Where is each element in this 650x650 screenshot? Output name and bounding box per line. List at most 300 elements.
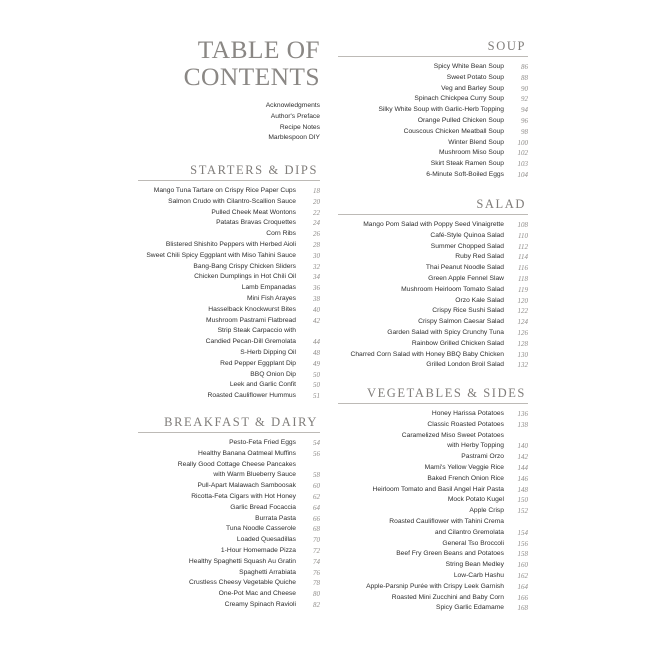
entry-title [250,370,296,381]
entry-title [230,380,296,391]
entry-title [434,62,504,73]
entry-title-line: Lamb Empanadas [241,284,296,292]
entry-title [455,252,504,263]
toc-entry[interactable] [138,503,320,514]
entry-page-number: 96 [521,116,528,125]
entry-page-number: 103 [517,160,528,169]
entry-title-line: Leek and Garlic Confit [229,381,296,389]
toc-entry[interactable] [338,431,528,453]
front-matter-item[interactable] [138,112,320,123]
entry-page-number: 110 [518,231,528,240]
entry-title [229,438,296,449]
toc-entry[interactable] [138,294,320,305]
entry-title-line: Silky White Soup with Garlic-Herb Topping [378,106,504,114]
toc-entry[interactable] [138,568,320,579]
entry-title-line: Honey Harissa Potatoes [431,410,504,417]
front-matter-item[interactable] [138,101,320,112]
section-heading: STARTERS & DIPS [190,163,318,177]
entry-title [426,170,504,181]
entry-title-line: Caramelized Miso Sweet Potatoes [401,431,504,439]
entry-title-line: Crispy Rice Sushi Salad [432,307,504,315]
entry-title-line: Pull-Apart Malawach Samboosak [197,482,296,490]
toc-entry[interactable] [338,285,528,296]
entry-page-number: 28 [313,240,320,249]
entry-title-line: Spaghetti Arrabiata [239,568,296,576]
toc-entry[interactable] [338,339,528,350]
toc-entry[interactable] [138,197,320,208]
entry-title-line: Apple Crisp [469,507,504,515]
toc-entry[interactable] [338,274,528,285]
entry-page-number: 50 [313,381,320,390]
toc-entry[interactable] [138,481,320,492]
entry-page-number: 74 [313,557,320,566]
section-breakfast-dairy [138,414,320,611]
entry-title [178,460,296,482]
entry-title-line: Mango Tuna Tartare on Crispy Rice Paper Cups [153,187,296,194]
toc-entry[interactable] [138,391,320,402]
toc-entry[interactable] [338,252,528,263]
entry-title-line: S-Herb Dipping Oil [240,348,296,356]
title-line: TABLE OF [197,35,320,64]
entry-title [154,186,296,197]
entry-title-line: Corn Ribs [266,230,296,238]
toc-entry[interactable] [338,549,528,560]
entry-page-number: 70 [313,536,320,545]
entry-title-line: 6-Minute Soft-Boiled Eggs [426,170,504,178]
toc-entry[interactable] [338,296,528,307]
entry-title-line: Sweet Chili Spicy Eggplant with Miso Tahini Sauce [146,251,296,259]
toc-entry[interactable] [138,557,320,568]
entry-title [197,481,296,492]
entry-page-number: 140 [517,442,528,451]
toc-entry[interactable] [338,506,528,517]
entry-title [211,208,296,219]
toc-entry[interactable] [338,603,528,614]
section-heading: VEGETABLES & SIDES [366,386,526,400]
entry-title-line: Winter Blend Soup [448,138,504,146]
entry-page-number: 168 [517,604,528,613]
entry-title-line: Mushroom Miso Soup [438,149,504,157]
entry-title-line: Garden Salad with Spicy Crunchy Tuna [387,328,504,336]
entry-title [240,348,296,359]
toc-entry[interactable] [138,578,320,589]
toc-entry[interactable] [338,328,528,339]
entry-title [168,197,296,208]
entry-page-number: 128 [517,339,528,348]
entry-title [198,449,296,460]
front-matter-item[interactable] [138,133,320,144]
entry-title-line: Summer Chopped Salad [430,242,504,250]
front-matter-item[interactable] [138,123,320,134]
entry-page-number: 58 [313,471,320,480]
entry-title-line: Mango Pom Salad with Poppy Seed Vinaigrette [363,221,504,228]
entry-page-number: 36 [313,284,320,293]
entry-title-line: Strip Steak Carpaccio with [217,327,296,335]
entry-title-line: with Warm Blueberry Sauce [213,471,296,479]
entry-title [189,557,296,568]
entry-title-line: Couscous Chicken Meatball Soup [403,127,504,135]
entry-title-line: and Cilantro Gremolata [434,528,504,536]
entry-page-number: 32 [313,262,320,271]
entry-title-line: Healthy Spaghetti Squash Au Gratin [188,557,296,565]
toc-entry[interactable] [338,317,528,328]
entry-title [431,242,504,253]
entry-page-number: 122 [517,307,528,316]
entry-page-number: 60 [313,482,320,491]
entry-page-number: 102 [517,149,528,158]
toc-entry[interactable] [138,589,320,600]
toc-entry[interactable] [138,460,320,482]
toc-entry[interactable] [338,170,528,181]
toc-entry[interactable] [338,231,528,242]
entry-page-number: 162 [517,571,528,580]
entry-page-number: 150 [517,496,528,505]
section-soup [338,38,528,181]
entry-title [441,84,504,95]
entry-page-number: 56 [313,449,320,458]
entry-title [448,138,504,149]
entry-title [194,272,296,283]
toc-entry[interactable] [338,127,528,138]
entry-page-number: 82 [313,600,320,609]
entry-title-line: Chicken Dumplings in Hot Chili Oil [194,273,296,281]
entry-title-line: Low-Carb Hashu [453,571,504,579]
front-matter-list [138,101,320,144]
entry-page-number: 26 [313,230,320,239]
entry-title [216,218,296,229]
entry-page-number: 38 [313,294,320,303]
toc-entry[interactable] [338,452,528,463]
entry-title-line: String Bean Medley [445,561,504,569]
entry-title [426,360,504,371]
entry-title-line: Roasted Cauliflower Hummus [207,392,296,400]
entry-page-number: 152 [517,507,528,516]
entry-page-number: 146 [517,474,528,483]
toc-entry[interactable] [138,348,320,359]
entry-title [439,148,504,159]
entry-title-line: Creamy Spinach Ravioli [224,600,296,608]
entry-title [363,220,504,231]
section-divider [338,56,528,57]
entry-title-line: Veg and Barley Soup [441,84,504,92]
entry-title [189,578,296,589]
entry-title-line: Spicy Garlic Edamame [435,604,504,612]
entry-page-number: 50 [313,370,320,379]
toc-entry[interactable] [138,208,320,219]
entry-page-number: 20 [313,197,320,206]
toc-entry[interactable] [338,409,528,420]
entry-title-line: Bang-Bang Crispy Chicken Sliders [193,262,296,270]
toc-entry[interactable] [138,229,320,240]
entry-title-line: Green Apple Fennel Slaw [428,274,504,282]
entry-title-line: Mock Potato Kugel [447,496,504,504]
entry-page-number: 86 [521,63,528,71]
entry-title [404,127,504,138]
entry-page-number: 98 [521,127,528,136]
entry-title [432,306,504,317]
entry-page-number: 156 [517,539,528,548]
toc-entry[interactable] [138,240,320,251]
toc-entry[interactable] [138,305,320,316]
entry-page-number: 80 [313,590,320,599]
entry-title [226,524,296,535]
entry-page-number: 148 [517,485,528,494]
toc-entry[interactable] [338,116,528,127]
entry-title [431,159,504,170]
entry-title [242,283,296,294]
entry-title-line: 1-Hour Homemade Pizza [220,546,296,554]
entry-title [208,391,296,402]
entry-title-line: Roasted Cauliflower with Tahini Crema [389,517,504,525]
toc-entry[interactable] [338,593,528,604]
toc-entry[interactable] [138,262,320,273]
entry-page-number: 90 [521,84,528,93]
entry-title [191,492,296,503]
section-divider [138,432,320,433]
entry-page-number: 104 [517,170,528,179]
entry-title [221,546,296,557]
entry-page-number: 130 [517,350,528,359]
entry-title-line: Orange Pulled Chicken Soup [417,116,504,124]
toc-entry[interactable] [138,600,320,611]
entry-title [225,600,296,611]
entry-title [378,105,504,116]
entry-title-line: Spicy White Bean Soup [433,63,504,70]
entry-title-line: Café-Style Quinoa Salad [430,231,504,239]
entry-title [206,316,296,327]
entry-page-number: 112 [518,242,528,251]
toc-entry[interactable] [138,251,320,262]
entry-title [427,420,504,431]
entry-page-number: 78 [313,579,320,588]
section-heading: SALAD [476,197,526,211]
entry-title-line: Healthy Banana Oatmeal Muffins [197,449,296,457]
toc-entry[interactable] [138,283,320,294]
entry-title [230,503,296,514]
entry-page-number: 22 [313,208,320,217]
toc-entry[interactable] [338,73,528,84]
entry-title-line: Mushroom Pastrami Flatbread [206,316,296,324]
entry-page-number: 40 [313,305,320,314]
page-title [138,36,320,90]
entry-title [446,560,504,571]
entry-page-number: 24 [313,219,320,228]
entry-page-number: 92 [521,95,528,104]
entry-title-line: Red Pepper Eggplant Dip [220,359,296,367]
toc-entry[interactable] [138,359,320,370]
toc-entry[interactable] [138,546,320,557]
entry-title-line: Crustless Cheesy Vegetable Quiche [188,579,296,587]
toc-entry[interactable] [138,272,320,283]
entry-title-line: Burrata Pasta [255,514,296,522]
front-matter-label: Marblespoon DIY [268,134,320,142]
toc-entry[interactable] [138,218,320,229]
entry-page-number: 49 [313,359,320,368]
entry-title-line: One-Pot Mac and Cheese [218,590,296,598]
entry-page-number: 132 [517,361,528,370]
entry-title-line: Ricotta-Feta Cigars with Hot Honey [191,492,296,500]
toc-entry[interactable] [338,495,528,506]
entry-title [461,452,504,463]
entry-page-number: 119 [518,285,528,294]
entry-page-number: 126 [517,328,528,337]
entry-title-line: Charred Corn Salad with Honey BBQ Baby Chicken [350,350,504,358]
entry-title [448,495,504,506]
toc-entry[interactable] [338,306,528,317]
entry-title-line: Sweet Potato Soup [446,73,504,81]
entry-title [426,263,504,274]
front-matter-label: Author's Preface [270,112,320,120]
entry-title [366,582,504,593]
toc-entry[interactable] [138,370,320,381]
entry-title-line: Mushroom Heirloom Tomato Salad [401,285,504,293]
entry-title [414,94,504,105]
entry-title-line: Grilled London Broil Salad [426,361,504,369]
entry-title-line: Patatas Bravas Croquettes [216,219,296,227]
entry-page-number: 160 [517,561,528,570]
section-heading: BREAKFAST & DAIRY [164,415,318,429]
entry-page-number: 136 [517,410,528,418]
entry-title [447,73,504,84]
entry-page-number: 68 [313,525,320,534]
entry-title-line: Skirt Steak Ramen Soup [430,160,504,168]
entry-title-line: Salmon Crudo with Cilantro-Scallion Sauce [168,197,296,205]
entry-title [432,409,504,420]
section-divider [138,180,320,181]
entry-title-line: Heirloom Tomato and Basil Angel Hair Pasta [372,485,504,493]
entry-title-line: Classic Roasted Potatoes [427,420,504,428]
entry-page-number: 88 [521,73,528,82]
toc-entry[interactable] [338,360,528,371]
toc-entry[interactable] [338,138,528,149]
entry-title-line: BBQ Onion Dip [250,370,296,378]
entry-page-number: 108 [517,221,528,229]
entry-page-number: 124 [517,318,528,327]
entry-page-number: 30 [313,251,320,260]
entry-title [237,535,296,546]
toc-entry[interactable] [138,438,320,449]
toc-entry[interactable] [338,159,528,170]
entry-title-line: with Herby Topping [447,442,504,450]
entry-title-line: Garlic Bread Focaccia [230,503,296,511]
entry-title-line: General Tso Broccoli [442,539,504,547]
entry-page-number: 54 [313,439,320,447]
toc-entry[interactable] [338,350,528,361]
entry-title [266,229,296,240]
entry-title [373,485,504,496]
entry-title [427,474,504,485]
entry-page-number: 18 [313,187,320,195]
toc-entry[interactable] [138,316,320,327]
entry-title [387,328,504,339]
entry-page-number: 66 [313,514,320,523]
toc-entry[interactable] [338,474,528,485]
entry-page-number: 158 [517,550,528,559]
entry-title [412,339,504,350]
title-line: CONTENTS [183,62,320,91]
entry-title [255,514,296,525]
entry-title [425,463,504,474]
toc-entry[interactable] [138,449,320,460]
entry-title-line: Orzo Kale Salad [455,296,504,304]
entry-page-number: 44 [313,338,320,347]
toc-entry[interactable] [338,148,528,159]
entry-title [418,116,504,127]
entry-title [389,517,504,539]
entry-title [418,317,504,328]
section-divider [338,214,528,215]
entry-page-number: 62 [313,492,320,501]
entry-page-number: 94 [521,106,528,115]
section-starters-dips [138,162,320,402]
toc-entry[interactable] [338,582,528,593]
toc-entry[interactable] [338,517,528,539]
toc-entry[interactable] [138,535,320,546]
entry-page-number: 154 [517,528,528,537]
entry-title [396,549,504,560]
entry-title [208,305,296,316]
entry-title-line: Beef Fry Green Beans and Potatoes [396,550,504,558]
entry-title-line: Spinach Chickpea Curry Soup [414,95,504,103]
toc-entry[interactable] [338,420,528,431]
entry-title-line: Ruby Red Salad [455,253,504,261]
section-divider [338,403,528,404]
toc-entry[interactable] [338,94,528,105]
toc-entry[interactable] [338,84,528,95]
toc-entry[interactable] [338,463,528,474]
entry-title-line: Tuna Noodle Casserole [225,525,296,533]
entry-title [442,539,504,550]
entry-title [392,593,504,604]
toc-entry[interactable] [338,571,528,582]
toc-entry[interactable] [338,560,528,571]
entry-page-number: 48 [313,348,320,357]
toc-entry[interactable] [138,186,320,197]
entry-title-line: Pesto-Feta Fried Eggs [229,439,296,446]
toc-entry[interactable] [338,242,528,253]
entry-page-number: 166 [517,593,528,602]
section-vegetables-sides [338,385,528,614]
entry-title [166,240,296,251]
toc-entry[interactable] [138,326,320,348]
toc-entry[interactable] [338,263,528,274]
entry-page-number: 118 [518,274,528,283]
entry-page-number: 114 [518,253,528,262]
entry-title [454,571,504,582]
front-matter-label: Recipe Notes [279,123,320,131]
toc-entry[interactable] [338,485,528,496]
entry-title [402,431,504,453]
toc-entry[interactable] [338,539,528,550]
entry-title-line: Candied Pecan-Dill Gremolata [205,338,296,346]
entry-title-line: Thai Peanut Noodle Salad [425,264,504,272]
entry-page-number: 42 [313,316,320,325]
toc-entry[interactable] [138,514,320,525]
entry-page-number: 120 [517,296,528,305]
front-matter-label: Acknowledgments [265,102,320,109]
toc-entry[interactable] [338,220,528,231]
entry-title [239,568,296,579]
entry-title-line: Blistered Shishito Peppers with Herbed Aioli [165,240,296,248]
entry-title [455,296,504,307]
toc-entry[interactable] [138,524,320,535]
entry-title-line: Loaded Quesadillas [236,536,296,544]
toc-entry[interactable] [338,62,528,73]
toc-entry[interactable] [138,380,320,391]
entry-title [146,251,296,262]
toc-entry[interactable] [138,492,320,503]
toc-entry[interactable] [338,105,528,116]
